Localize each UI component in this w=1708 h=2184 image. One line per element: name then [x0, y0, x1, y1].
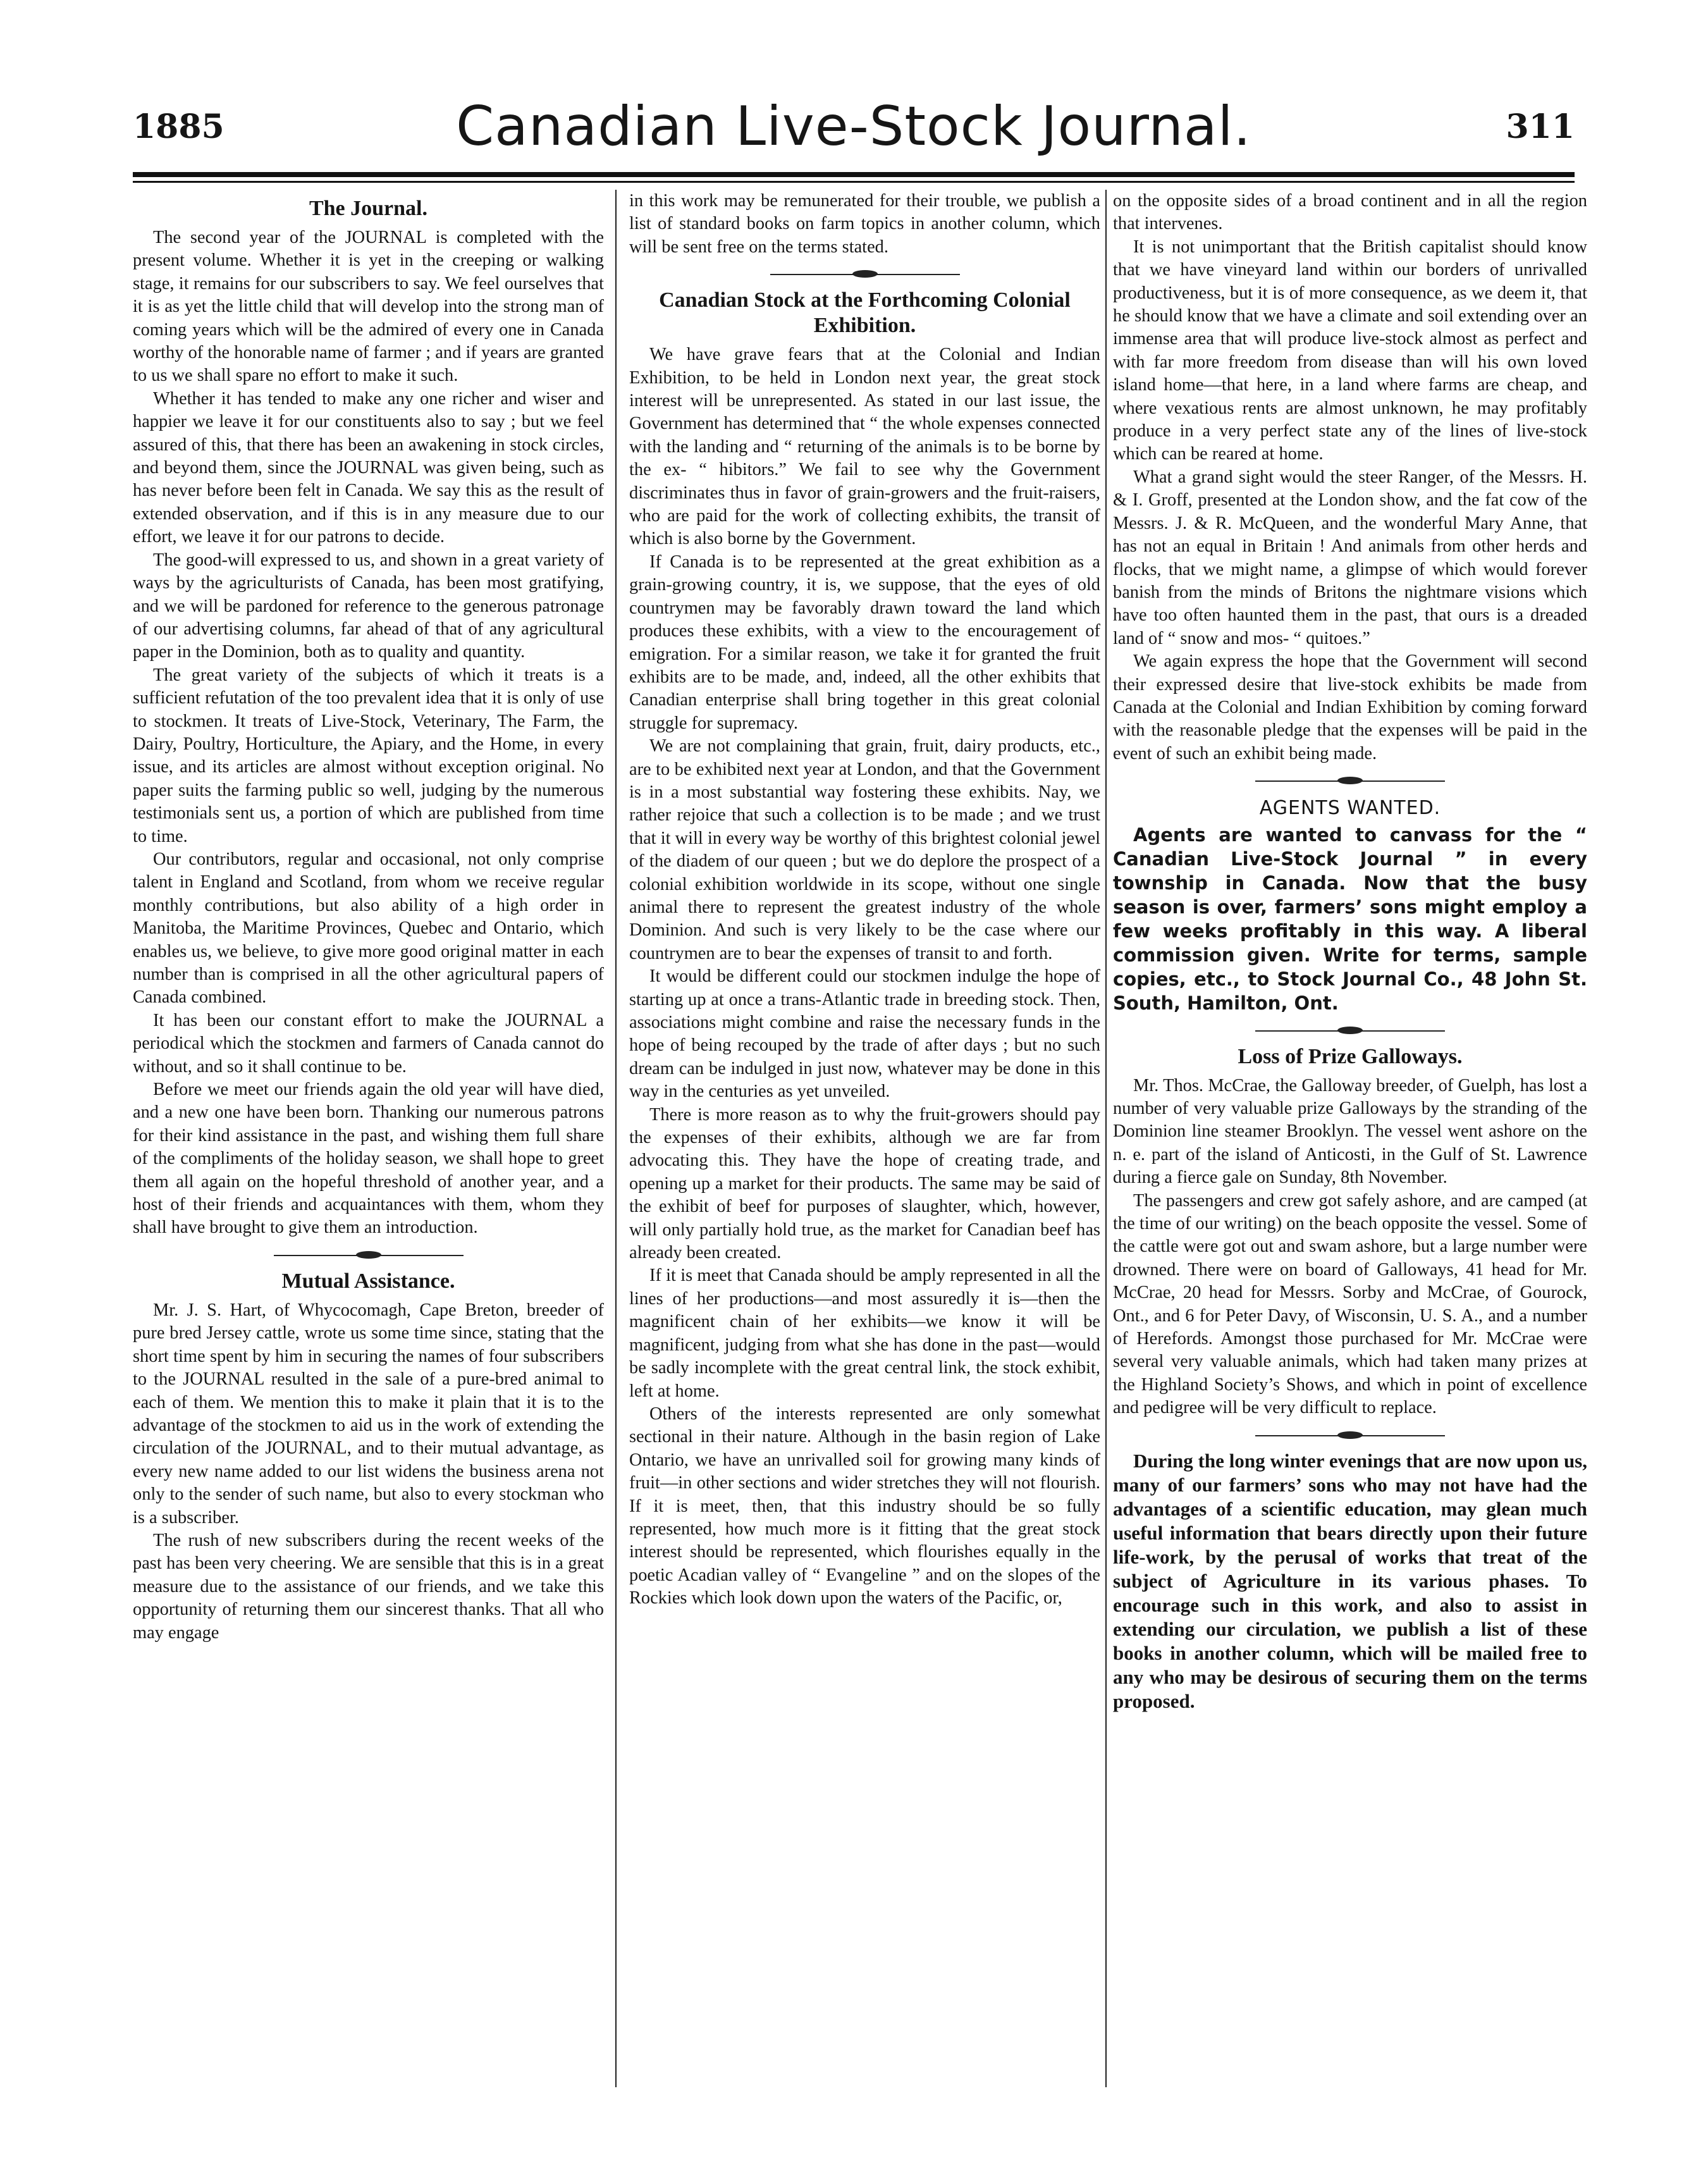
article-paragraph: What a grand sight would the steer Ranger, of the Messrs. H. & I. Groff, presented at the London show, and the fat cow of the Messrs. J. & R. McQueen, and the wonderful Mary Anne, that has not an equal in Britain ! And animals from other herds and flocks, that we might name, a glimpse of which would forever banish from the minds of Britons the nightmare visions which have too often haunted them in the past, that ours is a dreaded land of “ snow and mos- “ quitoes.” — [1113, 467, 1587, 648]
article-paragraph: We again express the hope that the Government will second their expressed desire that live-stock exhibits be made from Canada at the Colonial and Indian Exhibition by coming forward with the reasonable pledge that the expenses will be paid in the event of such an exhibit being made. — [1113, 651, 1587, 763]
article-paragraph: The rush of new subscribers during the recent weeks of the past has been very cheering. We are sensible that this is in a great measure due to the assistance of our friends, and we take this opportunity of returning them our sincerest thanks. That all who may engage — [133, 1530, 604, 1643]
ornament-diamond — [852, 270, 878, 278]
article-paragraph: It has been our constant effort to make the JOURNAL a periodical which the stockmen and farmers of Canada cannot do without, and so it shall continue to be. — [133, 1010, 604, 1077]
article-paragraph: Before we meet our friends again the old year will have died, and a new one have been born. Thanking our numerous patrons for their kind assistance in the past, and wishing them full share of the compliments of the holiday season, we shall hope to greet them all again on the hopeful threshold of another year, and a host of their friends and acquaintances with them, whom they shall have brought to give them an introduction. — [133, 1080, 604, 1238]
masthead-rule-thin — [133, 181, 1575, 183]
ornament-diamond — [1337, 1431, 1363, 1439]
article-heading: The Journal. — [309, 197, 428, 220]
section-ornament — [274, 1249, 464, 1262]
section-ornament — [1255, 774, 1445, 788]
article-paragraph: Our contributors, regular and occasional, not only comprise talent in England and Scotland, from whom we receive regular monthly contributions, but also ability of a high order in Manitoba, the Maritime Provinces, Quebec and Ontario, which enables us, we believe, to give more good original matter in each number than is comprised in all the other agricultural papers of Canada combined. — [133, 849, 604, 1008]
agents-wanted-notice: Agents are wanted to canvass for the “ Canadian Live-Stock Journal ” in every township in Canada. Now that the busy season is over, farmers’ sons might employ a few weeks profitably in this way. A liberal commission given. Write for terms, sample copies, etc., to Stock Journal Co., 48 John St. South, Hamilton, Ont. — [1113, 824, 1587, 1014]
masthead — [133, 95, 1575, 171]
section-ornament — [770, 268, 960, 281]
ornament-diamond — [356, 1251, 381, 1259]
article-paragraph: in this work may be remunerated for their trouble, we publish a list of standard books on farm topics in another column, which will be sent free on the terms stated. — [629, 191, 1100, 257]
article-paragraph: We are not complaining that grain, fruit, dairy products, etc., are to be exhibited next year at London, and that the Government is in a most substantial way fostering these exhibits. Nay, we rather rejoice that such a collection is to be made ; and we trust that it will in every way be worthy of this brightest colonial jewel of the diadem of our queen ; but we do deplore the prospect of a colonial exhibition worldwide in its scope, without one single animal there to represent the greatest industry of the whole Dominion. And such is very likely to be the case where our countrymen are to bear the expenses of transit to and forth. — [629, 736, 1100, 963]
column-divider — [1105, 190, 1107, 2087]
column-divider — [615, 190, 617, 2087]
ornament-diamond — [1337, 777, 1363, 784]
books-notice: During the long winter evenings that are now upon us, many of our farmers’ sons who may not have had the advantages of a scientific education, may glean much useful information that bears directly upon their future life-work, by the perusal of works that treat of the subject of Agriculture in its various phases. To encourage such in this work, and also to assist in extending our circulation, we publish a list of these books in another column, which will be mailed free to any who may be desirous of securing them on the terms proposed. — [1113, 1449, 1587, 1712]
article-paragraph: Others of the interests represented are only somewhat sectional in their nature. Although in the basin region of Lake Ontario, we have an unrivalled soil for growing many kinds of fruit—in other sections and wider stretches they will not flourish. If it is meet, then, that this industry should be so fully represented, how much more is it fitting that the great stock interest should be represented, which flourishes equally in the poetic Acadian valley of “ Evangeline ” and on the slopes of the Rockies which look down upon the waters of the Pacific, or, — [629, 1404, 1100, 1608]
article-paragraph: If Canada is to be represented at the great exhibition as a grain-growing country, it is, we suppose, that the eyes of old countrymen may be favorably drawn toward the land which produces these exhibits, with a view to the encouragement of emigration. For a similar reason, we take it for granted the fruit exhibits are to be made, and, indeed, all the other exhibits that Canadian enterprise shall bring together in this great colonial struggle for supremacy. — [629, 552, 1100, 733]
ornament-diamond — [1337, 1027, 1363, 1034]
masthead-rule-thick — [133, 172, 1575, 177]
article-paragraph: The passengers and crew got safely ashore, and are camped (at the time of our writing) on the beach opposite the vessel. Some of the cattle were got out and swam ashore, but a large number were drowned. There were on board of Galloways, 41 head for Mr. McCrae, 20 head for Messrs. Sorby and McCrae, of Gourock, Ont., and 6 for Peter Davy, of Wisconsin, U. S. A., and a number of Herefords. Amongst those purchased for Mr. McCrae were several very valuable animals, which had taken many prizes at the Highland Society’s Shows, and which in point of excellence and pedigree will be very difficult to replace. — [1113, 1190, 1587, 1418]
article-heading: Loss of Prize Galloways. — [1238, 1044, 1463, 1068]
article-paragraph: on the opposite sides of a broad continent and in all the region that intervenes. — [1113, 191, 1587, 234]
column-2 — [629, 190, 1100, 1610]
agents-wanted-heading: AGENTS WANTED. — [1259, 797, 1441, 820]
publication-year: 1885 — [133, 108, 224, 146]
article-paragraph: It would be different could our stockmen indulge the hope of starting up at once a trans-Atlantic trade in breeding stock. Then, associations might combine and raise the necessary funds in the hope of being recouped by the trade of after days ; but no such dream can be indulged in just now, whatever may be done in this way in the centuries as yet unveiled. — [629, 966, 1100, 1102]
article-paragraph: Whether it has tended to make any one richer and wiser and happier we leave it for our constituents also to say ; but we feel assured of this, that there has been an awakening in stock circles, and beyond them, since the JOURNAL was given being, such as has never before been felt in Canada. We say this as the result of extended observation, and if this is in any measure due to our effort, we leave it for our patrons to decide. — [133, 388, 604, 547]
article-paragraph: If it is meet that Canada should be amply represented in all the lines of her productions—and most assuredly it is—then the magnificent chain of her exhibits—we know it will be magnificent, judging from what she has done in the past—would be sadly incomplete with the great central link, the stock exhibit, left at home. — [629, 1266, 1100, 1401]
page-number: 311 — [1506, 108, 1575, 146]
article-paragraph: The great variety of the subjects of which it treats is a sufficient refutation of the too prevalent idea that it is only of use to stockmen. It treats of Live-Stock, Veterinary, The Farm, the Dairy, Poultry, Horticulture, the Apiary, and the Home, in every issue, and its articles are almost without exception original. No paper suits the farming public so well, judging by the numerous testimonials sent us, a portion of which are published from time to time. — [133, 665, 604, 846]
section-ornament — [1255, 1429, 1445, 1443]
journal-title: Canadian Live-Stock Journal. — [456, 95, 1251, 158]
column-3 — [1113, 190, 1587, 1713]
article-heading: Canadian Stock at the Forthcoming Colonial Exhibition. — [659, 288, 1071, 338]
column-1 — [133, 190, 604, 1644]
article-paragraph: The good-will expressed to us, and shown in a great variety of ways by the agriculturists of Canada, has been most gratifying, and we will be pardoned for reference to the generous patronage of our advertising columns, far ahead of that of any agricultural paper in the Dominion, both as to quality and quantity. — [133, 550, 604, 662]
section-ornament — [1255, 1024, 1445, 1038]
article-paragraph: It is not unimportant that the British capitalist should know that we have vineyard land within our borders of unrivalled productiveness, but it is of more consequence, as we deem it, that he should know that we have a climate and soil extending over an immense area that will produce live-stock almost as perfect and with far more freedom from disease than will his own loved island home—that here, in a land where farms are cheap, and where vexatious rents are almost unknown, he may profitably produce in a very perfect state any of the lines of live-stock which can be reared at home. — [1113, 237, 1587, 464]
article-paragraph: Mr. Thos. McCrae, the Galloway breeder, of Guelph, has lost a number of very valuable prize Galloways by the stranding of the Dominion line steamer Brooklyn. The vessel went ashore on the n. e. part of the island of Anticosti, in the Gulf of St. Lawrence during a fierce gale on Sunday, 8th November. — [1113, 1075, 1587, 1188]
article-paragraph: We have grave fears that at the Colonial and Indian Exhibition, to be held in London next year, the great stock interest will be unrepresented. As stated in our last issue, the Government has determined that “ the whole expenses connected with the landing and “ returning of the animals is to be borne by the ex- “ hibitors.” We fail to see why the Government discriminates thus in favor of grain-growers and the fruit-raisers, who are paid for the work of collecting exhibits, the transit of which is also borne by the Government. — [629, 345, 1100, 549]
article-paragraph: The second year of the JOURNAL is completed with the present volume. Whether it is yet in the creeping or walking stage, it remains for our subscribers to say. We feel ourselves that it is as yet the little child that will develop into the strong man of coming years which will be the admired of every one in Canada worthy of the honorable name of farmer ; and if years are granted to us we shall spare no effort to make it such. — [133, 228, 604, 386]
article-paragraph: Mr. J. S. Hart, of Whycocomagh, Cape Breton, breeder of pure bred Jersey cattle, wrote us some time since, stating that the short time spent by him in securing the names of four subscribers to the JOURNAL resulted in the sale of a pure-bred animal to each of them. We mention this to make it plain that it is to the advantage of the stockmen to aid us in the work of extending the circulation of the JOURNAL, and to their mutual advantage, as every new name added to our list widens the business arena not only to the sender of such name, but also to every stockman who is a subscriber. — [133, 1300, 604, 1527]
article-heading: Mutual Assistance. — [281, 1269, 455, 1293]
article-paragraph: There is more reason as to why the fruit-growers should pay the expenses of their exhibits, although we are far from advocating this. They have the hope of creating trade, and opening up a market for their products. The same may be said of the exhibit of beef for purposes of slaughter, which, however, will only partially hold true, as the market for Canadian beef has already been created. — [629, 1104, 1100, 1263]
